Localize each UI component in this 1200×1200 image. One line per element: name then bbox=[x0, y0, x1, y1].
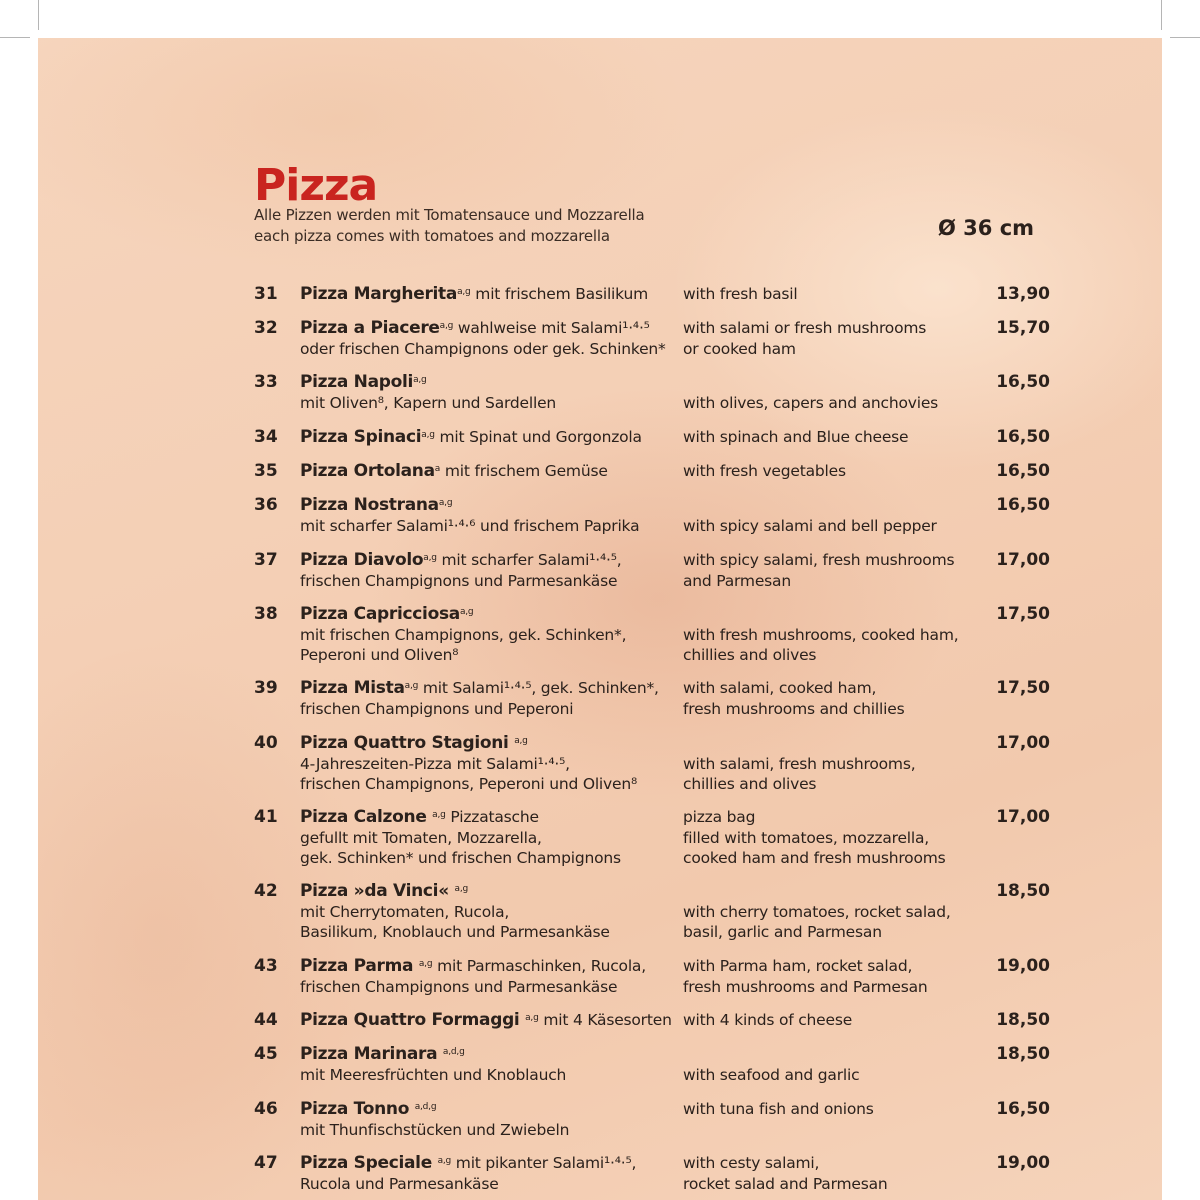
item-name: Pizza Tonno bbox=[300, 1099, 415, 1119]
item-description-german bbox=[300, 284, 700, 305]
item-description-german bbox=[300, 1099, 700, 1140]
allergen-codes: a,g bbox=[457, 287, 471, 297]
item-name: Pizza Parma bbox=[300, 956, 419, 976]
item-description-text: mit Meeresfrüchten und Knoblauch bbox=[300, 1065, 567, 1084]
item-english-text: or cooked ham bbox=[683, 339, 796, 358]
item-heading-line bbox=[300, 807, 700, 828]
item-english-text: fresh mushrooms and Parmesan bbox=[683, 977, 928, 996]
item-description-german bbox=[300, 1044, 700, 1085]
item-english-text: with spinach and Blue cheese bbox=[683, 428, 909, 446]
item-name: Pizza Quattro Formaggi bbox=[300, 1010, 526, 1030]
item-description-text: frischen Champignons und Parmesankäse bbox=[300, 977, 618, 996]
item-description-german bbox=[300, 495, 700, 536]
item-heading-line bbox=[300, 1153, 700, 1174]
item-description-text: frischen Champignons, Peperoni und Oliven⁸ bbox=[300, 775, 637, 793]
item-number: 35 bbox=[254, 461, 278, 481]
item-description-english bbox=[683, 807, 983, 869]
allergen-codes: a,g bbox=[432, 810, 446, 820]
item-description-english bbox=[683, 754, 983, 795]
item-name: Pizza Mista bbox=[300, 678, 405, 698]
item-number: 37 bbox=[254, 550, 278, 570]
item-heading-line bbox=[300, 733, 700, 754]
allergen-codes: a,g bbox=[421, 430, 435, 440]
item-name: Pizza Napoli bbox=[300, 372, 414, 392]
item-english-text: with olives, capers and anchovies bbox=[683, 393, 939, 412]
item-heading-line bbox=[300, 956, 700, 977]
item-english-text: with cesty salami, bbox=[683, 1154, 820, 1172]
item-english-text: with cherry tomatoes, rocket salad, bbox=[683, 902, 951, 921]
item-description-text: gefullt mit Tomaten, Mozzarella, bbox=[300, 828, 542, 847]
allergen-codes: a,d,g bbox=[442, 1047, 465, 1057]
item-description-text: mit 4 Käsesorten bbox=[543, 1011, 672, 1029]
allergen-codes: a,g bbox=[525, 1013, 539, 1023]
item-name: Pizza »da Vinci« bbox=[300, 881, 455, 901]
allergen-codes: a,g bbox=[454, 884, 468, 894]
item-heading-line bbox=[300, 1010, 700, 1031]
item-english-text: chillies and olives bbox=[683, 775, 817, 793]
item-english-text: with 4 kinds of cheese bbox=[683, 1011, 853, 1029]
allergen-codes: a,g bbox=[413, 375, 427, 385]
item-description-text: Peperoni und Oliven⁸ bbox=[300, 646, 459, 664]
item-description-german bbox=[300, 604, 700, 666]
item-name: Pizza Quattro Stagioni bbox=[300, 733, 515, 753]
allergen-codes: a,g bbox=[404, 681, 419, 691]
item-description-text: mit Spinat und Gorgonzola bbox=[439, 428, 642, 446]
item-description-english bbox=[683, 1099, 983, 1120]
item-description-text: mit pikanter Salami¹·⁴·⁵, bbox=[455, 1154, 637, 1172]
item-price: 17,00 bbox=[996, 550, 1050, 570]
item-description-text: Pizzatasche bbox=[450, 808, 539, 826]
page-title: Pizza bbox=[254, 160, 378, 211]
item-description-text: mit scharfer Salami¹·⁴·⁶ und frischem Paprika bbox=[300, 516, 640, 535]
item-english-text: with spicy salami and bell pepper bbox=[683, 516, 937, 535]
item-description-english bbox=[683, 318, 983, 359]
allergen-codes: a,g bbox=[438, 498, 453, 508]
item-english-text: pizza bag bbox=[683, 808, 756, 826]
item-number: 47 bbox=[254, 1153, 278, 1173]
item-description-text: mit frischem Gemüse bbox=[444, 462, 608, 480]
item-heading-line bbox=[300, 284, 700, 305]
crop-mark-left bbox=[38, 0, 39, 30]
item-english-text: with salami, cooked ham, bbox=[683, 679, 877, 697]
item-english-text: with tuna fish and onions bbox=[683, 1100, 874, 1118]
item-heading-line bbox=[300, 550, 700, 571]
item-price: 16,50 bbox=[996, 372, 1050, 392]
item-description-german bbox=[300, 956, 700, 997]
item-description-english bbox=[683, 393, 983, 414]
item-price: 19,00 bbox=[996, 956, 1050, 976]
item-price: 16,50 bbox=[996, 461, 1050, 481]
item-english-text: and Parmesan bbox=[683, 571, 791, 590]
item-description-english bbox=[683, 902, 983, 943]
item-description-german bbox=[300, 318, 700, 359]
item-number: 31 bbox=[254, 284, 278, 304]
item-number: 33 bbox=[254, 372, 278, 392]
item-heading-line bbox=[300, 604, 700, 625]
item-description-text: frischen Champignons und Parmesankäse bbox=[300, 571, 618, 590]
item-description-text: mit Thunfischstücken und Zwiebeln bbox=[300, 1120, 570, 1139]
item-description-german bbox=[300, 372, 700, 413]
item-description-text: mit Oliven⁸, Kapern und Sardellen bbox=[300, 393, 557, 412]
item-price: 13,90 bbox=[996, 284, 1050, 304]
item-description-text: mit Cherrytomaten, Rucola, bbox=[300, 902, 510, 921]
item-price: 16,50 bbox=[996, 1099, 1050, 1119]
item-description-english bbox=[683, 1010, 983, 1031]
item-heading-line bbox=[300, 372, 700, 393]
item-description-english bbox=[683, 1153, 983, 1194]
item-description-text: Rucola und Parmesankäse bbox=[300, 1174, 499, 1193]
item-description-english bbox=[683, 550, 983, 591]
item-description-text: mit Parmaschinken, Rucola, bbox=[437, 957, 646, 975]
item-number: 39 bbox=[254, 678, 278, 698]
item-english-text: cooked ham and fresh mushrooms bbox=[683, 849, 946, 867]
item-name: Pizza Diavolo bbox=[300, 550, 424, 570]
item-english-text: filled with tomatoes, mozzarella, bbox=[683, 828, 930, 847]
item-description-text: oder frischen Champignons oder gek. Schinken* bbox=[300, 339, 666, 358]
subtitle-english: each pizza comes with tomatoes and mozzarella bbox=[254, 227, 610, 245]
item-heading-line bbox=[300, 678, 700, 699]
item-description-text: mit frischen Champignons, gek. Schinken*, bbox=[300, 625, 627, 644]
item-heading-line bbox=[300, 1044, 700, 1065]
item-number: 43 bbox=[254, 956, 278, 976]
item-english-text: with seafood and garlic bbox=[683, 1065, 860, 1084]
allergen-codes: a,g bbox=[418, 959, 433, 969]
item-price: 16,50 bbox=[996, 495, 1050, 515]
item-price: 17,50 bbox=[996, 604, 1050, 624]
item-name: Pizza Nostrana bbox=[300, 495, 439, 515]
item-english-text: fresh mushrooms and chillies bbox=[683, 699, 905, 718]
item-description-german bbox=[300, 807, 700, 869]
item-heading-line bbox=[300, 427, 700, 448]
item-description-text: 4-Jahreszeiten-Pizza mit Salami¹·⁴·⁵, bbox=[300, 754, 570, 773]
item-description-english bbox=[683, 516, 983, 537]
item-price: 18,50 bbox=[996, 1044, 1050, 1064]
allergen-codes: a,g bbox=[459, 607, 474, 617]
item-price: 15,70 bbox=[996, 318, 1050, 338]
item-name: Pizza Ortolana bbox=[300, 461, 435, 481]
item-english-text: with spicy salami, fresh mushrooms bbox=[683, 551, 955, 569]
item-description-english bbox=[683, 678, 983, 719]
item-heading-line bbox=[300, 318, 700, 339]
crop-mark-top-right bbox=[1170, 37, 1200, 38]
item-description-english bbox=[683, 461, 983, 482]
item-price: 19,00 bbox=[996, 1153, 1050, 1173]
item-name: Pizza Spinaci bbox=[300, 427, 422, 447]
item-description-text: Basilikum, Knoblauch und Parmesankäse bbox=[300, 923, 610, 941]
item-description-german bbox=[300, 461, 700, 482]
crop-mark-right bbox=[1161, 0, 1162, 30]
item-number: 38 bbox=[254, 604, 278, 624]
item-description-english bbox=[683, 1065, 983, 1086]
item-number: 46 bbox=[254, 1099, 278, 1119]
item-price: 17,50 bbox=[996, 678, 1050, 698]
allergen-codes: a,g bbox=[514, 736, 528, 746]
item-description-german bbox=[300, 1153, 700, 1194]
menu-list bbox=[38, 38, 1162, 1200]
item-name: Pizza Speciale bbox=[300, 1153, 438, 1173]
item-name: Pizza Marinara bbox=[300, 1044, 443, 1064]
subtitle-german: Alle Pizzen werden mit Tomatensauce und Mozzarella bbox=[254, 206, 645, 224]
allergen-codes: a,d,g bbox=[414, 1102, 437, 1112]
item-description-english bbox=[683, 956, 983, 997]
allergen-codes: a,g bbox=[423, 553, 437, 563]
item-price: 17,00 bbox=[996, 733, 1050, 753]
item-price: 16,50 bbox=[996, 427, 1050, 447]
item-price: 18,50 bbox=[996, 1010, 1050, 1030]
item-description-german bbox=[300, 550, 700, 591]
item-description-english bbox=[683, 284, 983, 305]
item-price: 17,00 bbox=[996, 807, 1050, 827]
item-english-text: with salami, fresh mushrooms, bbox=[683, 754, 916, 773]
item-description-text: wahlweise mit Salami¹·⁴·⁵ bbox=[457, 319, 650, 337]
allergen-codes: a,g bbox=[437, 1156, 452, 1166]
item-description-german bbox=[300, 881, 700, 943]
item-number: 42 bbox=[254, 881, 278, 901]
allergen-codes: a,g bbox=[439, 321, 454, 331]
item-english-text: chillies and olives bbox=[683, 646, 817, 664]
menu-page bbox=[38, 38, 1162, 1200]
item-english-text: rocket salad and Parmesan bbox=[683, 1174, 888, 1193]
item-english-text: with fresh basil bbox=[683, 285, 798, 303]
item-price: 18,50 bbox=[996, 881, 1050, 901]
item-number: 36 bbox=[254, 495, 278, 515]
item-description-text: mit Salami¹·⁴·⁵, gek. Schinken*, bbox=[422, 679, 659, 697]
item-number: 41 bbox=[254, 807, 278, 827]
item-description-german bbox=[300, 733, 700, 795]
item-number: 44 bbox=[254, 1010, 278, 1030]
item-description-text: mit scharfer Salami¹·⁴·⁵, bbox=[441, 551, 622, 569]
item-description-german bbox=[300, 427, 700, 448]
pizza-size-label: Ø 36 cm bbox=[938, 216, 1035, 240]
item-english-text: with fresh mushrooms, cooked ham, bbox=[683, 625, 959, 644]
item-description-text: frischen Champignons und Peperoni bbox=[300, 699, 574, 718]
item-name: Pizza Margherita bbox=[300, 284, 458, 304]
item-description-text: gek. Schinken* und frischen Champignons bbox=[300, 849, 621, 867]
item-number: 32 bbox=[254, 318, 278, 338]
crop-mark-top-left bbox=[0, 37, 30, 38]
item-description-english bbox=[683, 427, 983, 448]
allergen-codes: a bbox=[434, 464, 441, 474]
item-heading-line bbox=[300, 1099, 700, 1120]
item-heading-line bbox=[300, 881, 700, 902]
item-heading-line bbox=[300, 461, 700, 482]
item-number: 34 bbox=[254, 427, 278, 447]
item-name: Pizza Capricciosa bbox=[300, 604, 460, 624]
item-english-text: with fresh vegetables bbox=[683, 462, 846, 480]
item-number: 45 bbox=[254, 1044, 278, 1064]
item-heading-line bbox=[300, 495, 700, 516]
item-english-text: with salami or fresh mushrooms bbox=[683, 319, 927, 337]
item-description-german bbox=[300, 678, 700, 719]
item-name: Pizza a Piacere bbox=[300, 318, 440, 338]
item-number: 40 bbox=[254, 733, 278, 753]
item-english-text: with Parma ham, rocket salad, bbox=[683, 957, 913, 975]
item-english-text: basil, garlic and Parmesan bbox=[683, 923, 882, 941]
item-description-text: mit frischem Basilikum bbox=[475, 285, 648, 303]
item-description-english bbox=[683, 625, 983, 666]
item-name: Pizza Calzone bbox=[300, 807, 433, 827]
item-description-german bbox=[300, 1010, 700, 1031]
